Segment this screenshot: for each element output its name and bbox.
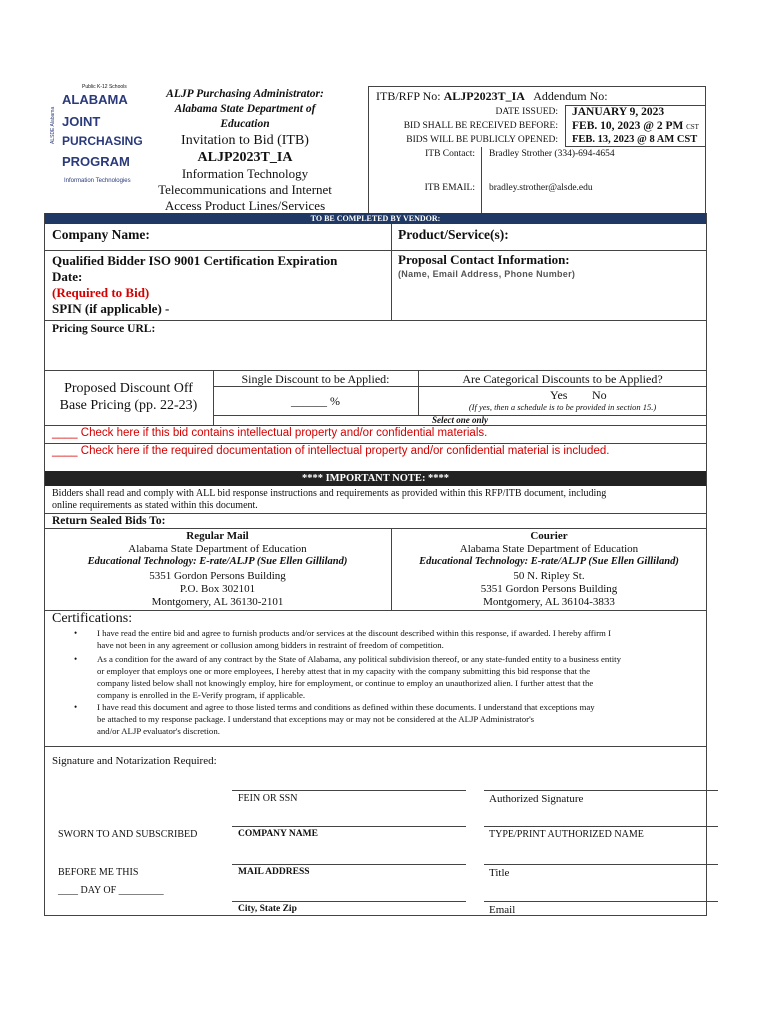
certifications-title: Certifications: xyxy=(52,611,133,626)
cert-2c: company listed below shall not knowingly employ, hire for employment, or continue to employ an unauthorized alien. I further attest that the xyxy=(97,678,594,688)
logo-word-purchasing: PURCHASING xyxy=(62,134,143,148)
cert-3a: I have read this document and agree to those listed terms and conditions as defined within these documents. I understand that exceptions may xyxy=(97,702,595,712)
cert-2a: As a condition for the award of any contract by the State of Alabama, any political subdivision thereof, or any state-funded entity to a business entity xyxy=(97,654,622,664)
spin-field[interactable]: SPIN (if applicable) - xyxy=(52,301,170,316)
bid-opened-label: BIDS WILL BE PUBLICLY OPENED: xyxy=(406,135,558,145)
fein-field[interactable]: FEIN OR SSN xyxy=(238,793,298,804)
courier-l5: Montgomery, AL 36104-3833 xyxy=(483,596,615,608)
category-line2: Telecommunications and Internet xyxy=(158,182,332,197)
single-discount-percent[interactable]: ______ % xyxy=(291,394,340,408)
logo-word-program: PROGRAM xyxy=(62,154,130,169)
category-line3: Access Product Lines/Services xyxy=(164,198,326,213)
proposed-discount-line1: Proposed Discount Off xyxy=(64,381,193,396)
select-one-only: Select one only xyxy=(432,415,488,425)
categorical-yes[interactable]: Yes xyxy=(550,388,568,402)
category-line1: Information Technology xyxy=(181,166,309,181)
mail-address-field[interactable]: MAIL ADDRESS xyxy=(238,867,310,877)
rfp-number: ALJP2023T_IA xyxy=(443,89,525,103)
sworn-label: SWORN TO AND SUBSCRIBED xyxy=(58,829,198,840)
cert-2b: or employer that employs one or more employees, I hereby attest that in my capacity with the company submitting this bid response that the xyxy=(97,666,590,676)
important-body2: online requirements as stated within this document. xyxy=(52,500,258,511)
city-state-zip-field[interactable]: City, State Zip xyxy=(238,904,297,914)
bid-received-value: FEB. 10, 2023 @ 2 PM xyxy=(572,120,684,132)
return-title: Return Sealed Bids To: xyxy=(52,515,166,527)
bid-received-tz: CST xyxy=(686,123,699,131)
itb-title: Invitation to Bid (ITB) xyxy=(181,133,309,148)
dept-line2: Education xyxy=(220,118,270,130)
important-body1: Bidders shall read and comply with ALL bid response instructions and requirements as provided within this RFP/ITB document, including xyxy=(52,488,607,499)
pricing-source-url-field[interactable]: Pricing Source URL: xyxy=(52,323,156,335)
single-discount-label: Single Discount to be Applied: xyxy=(241,372,390,386)
logo-word-joint: JOINT xyxy=(62,114,101,129)
admin-title: ALJP Purchasing Administrator: xyxy=(166,88,324,100)
regular-l5: Montgomery, AL 36130-2101 xyxy=(151,596,284,608)
bid-received-label: BID SHALL BE RECEIVED BEFORE: xyxy=(403,121,558,131)
company-name-field[interactable]: Company Name: xyxy=(52,227,150,242)
cert-3c: and/or ALJP evaluator's discretion. xyxy=(97,726,220,736)
categorical-discount-label: Are Categorical Discounts to be Applied? xyxy=(462,372,663,386)
type-print-name-field[interactable]: TYPE/PRINT AUTHORIZED NAME xyxy=(489,829,644,840)
ip-checkbox-line[interactable]: ____ Check here if this bid contains intellectual property and/or confidential materials. xyxy=(52,427,488,439)
company-name-sig-field[interactable]: COMPANY NAME xyxy=(238,829,318,839)
regular-l2: Educational Technology: E-rate/ALJP (Sue Ellen Gilliland) xyxy=(87,556,348,567)
rfp-line xyxy=(376,89,608,104)
date-issued-value: JANUARY 9, 2023 xyxy=(572,106,665,118)
iso-line2: Date: xyxy=(52,269,83,284)
before-me-label: BEFORE ME THIS xyxy=(58,867,139,878)
cert-2d: company is enrolled in the E-Verify program, if applicable. xyxy=(97,690,306,700)
regular-l1: Alabama State Department of Education xyxy=(128,543,307,555)
logo-small-top: Public K-12 Schools xyxy=(82,84,127,90)
date-issued-label: DATE ISSUED: xyxy=(495,107,558,117)
itb-email-value[interactable]: bradley.strother@alsde.edu xyxy=(489,183,593,193)
itb-number: ALJP2023T_IA xyxy=(197,150,293,165)
regular-l3: 5351 Gordon Persons Building xyxy=(149,570,286,582)
bid-received-row xyxy=(572,120,699,132)
itb-contact-value: Bradley Strother (334)-694-4654 xyxy=(489,149,615,159)
courier-l4: 5351 Gordon Persons Building xyxy=(480,583,618,595)
authorized-signature-field[interactable]: Authorized Signature xyxy=(489,793,584,805)
bullet-2: • xyxy=(74,654,78,664)
regular-mail-head: Regular Mail xyxy=(186,530,249,542)
signature-title: Signature and Notarization Required: xyxy=(52,755,217,767)
proposed-discount-line2: Base Pricing (pp. 22-23) xyxy=(59,398,198,413)
courier-head: Courier xyxy=(530,530,568,542)
required-to-bid: (Required to Bid) xyxy=(52,285,150,300)
rfp-label: ITB/RFP No: xyxy=(376,89,441,103)
itb-email-label: ITB EMAIL: xyxy=(424,183,475,193)
product-service-field[interactable]: Product/Service(s): xyxy=(398,227,509,242)
iso-line1: Qualified Bidder ISO 9001 Certification Expiration xyxy=(52,253,338,268)
courier-l1: Alabama State Department of Education xyxy=(459,543,639,555)
bullet-1: • xyxy=(74,628,78,638)
proposal-contact-field[interactable]: Proposal Contact Information: xyxy=(398,252,570,267)
addendum-label: Addendum No: xyxy=(533,89,608,103)
title-field[interactable]: Title xyxy=(489,867,510,879)
email-field[interactable]: Email xyxy=(489,904,516,916)
vendor-bar: TO BE COMPLETED BY VENDOR: xyxy=(45,213,706,224)
dept-line1: Alabama State Department of xyxy=(174,103,316,115)
logo-sub: Information Technologies xyxy=(64,178,131,184)
bullet-3: • xyxy=(74,702,78,712)
regular-l4: P.O. Box 302101 xyxy=(179,583,256,595)
categorical-no[interactable]: No xyxy=(592,388,607,402)
logo-word-alabama: ALABAMA xyxy=(62,92,128,107)
ip-docs-checkbox-line[interactable]: ____ Check here if the required documentation of intellectual property and/or confidential material is included. xyxy=(52,445,610,457)
day-of-field[interactable]: ____ DAY OF _________ xyxy=(58,885,164,896)
itb-contact-label: ITB Contact: xyxy=(425,149,475,159)
cert-1b: have not been in any agreement or collusion among bidders in restraint of freedom of competition. xyxy=(97,640,444,650)
aljp-logo xyxy=(52,84,144,190)
cert-3b: be attached to my response package. I understand that exceptions may or may not be considered at the ALJP Administrator's xyxy=(97,714,535,724)
courier-l3: 50 N. Ripley St. xyxy=(513,570,585,582)
logo-vertical-text: ALSDE Alabama xyxy=(50,106,56,144)
categorical-note: (If yes, then a schedule is to be provided in section 15.) xyxy=(468,402,657,412)
bid-opened-value: FEB. 13, 2023 @ 8 AM CST xyxy=(572,134,698,145)
cert-1a: I have read the entire bid and agree to furnish products and/or services at the discount described within this response, if awarded. I hereby affirm I xyxy=(97,628,612,638)
courier-l2: Educational Technology: E-rate/ALJP (Sue Ellen Gilliland) xyxy=(419,556,679,567)
proposal-contact-hint: (Name, Email Address, Phone Number) xyxy=(398,269,576,279)
important-note-bar: **** IMPORTANT NOTE: **** xyxy=(45,471,706,486)
